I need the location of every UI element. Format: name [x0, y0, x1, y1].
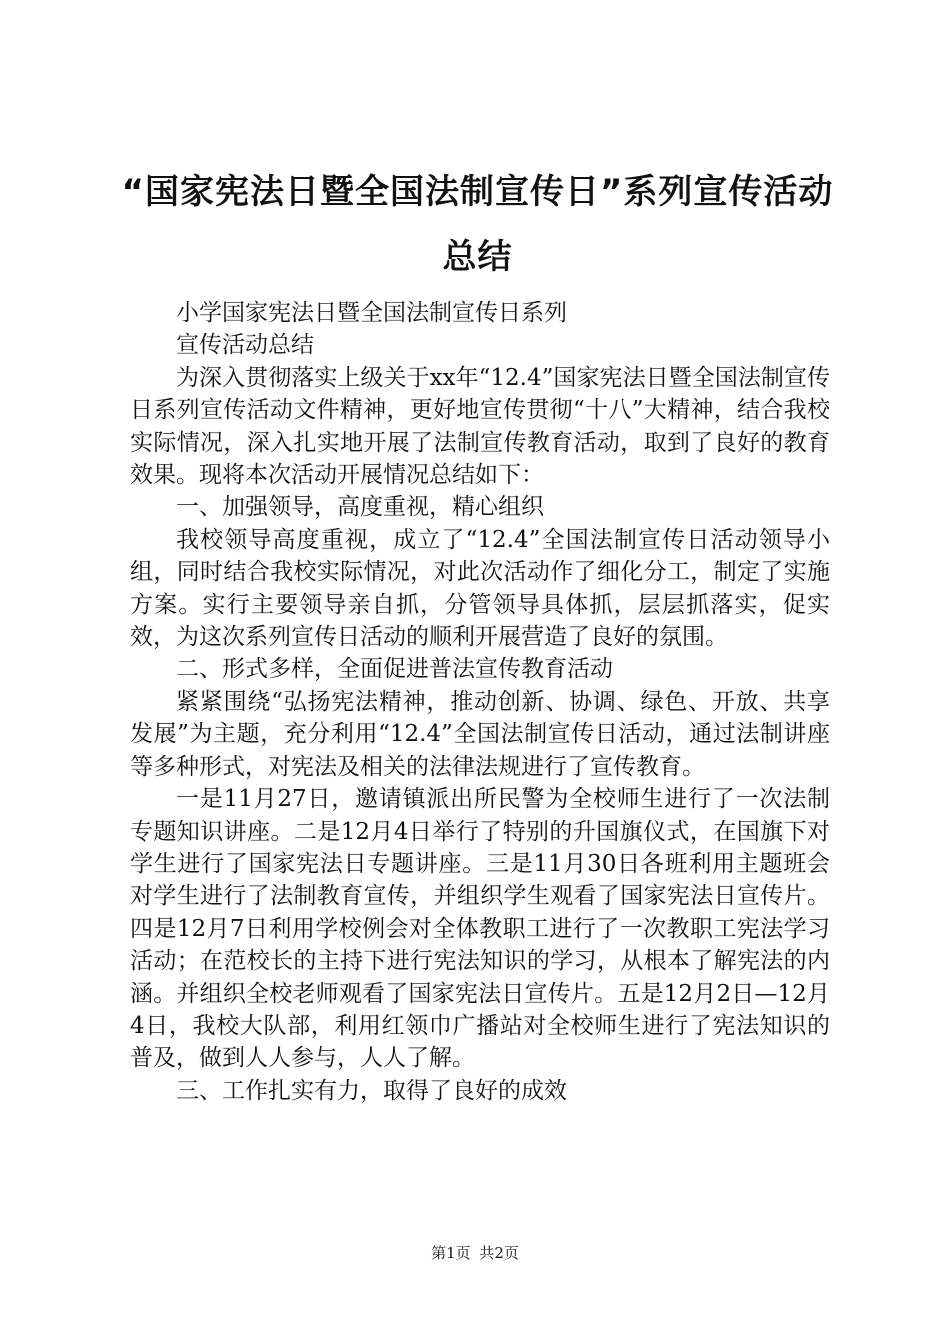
document-title: “国家宪法日暨全国法制宣传日”系列宣传活动总结	[121, 172, 834, 277]
section-heading-1: 一、加强领导，高度重视，精心组织	[176, 494, 544, 521]
section-heading-2: 二、形式多样，全面促进普法宣传教育活动	[176, 656, 613, 683]
subtitle-line-2: 宣传活动总结	[176, 332, 314, 359]
section-heading-3: 三、工作扎实有力，取得了良好的成效	[176, 1077, 567, 1104]
section-2-paragraph: 紧紧围绕“弘扬宪法精神，推动创新、协调、绿色、开放、共享发展”为主题，充分利用“12.4”全国法制宣传日活动，通过法制讲座等多种形式，对宪法及相关的法律法规进行了宣传教育。	[130, 688, 830, 780]
document-body	[130, 297, 830, 1107]
section-1-paragraph: 我校领导高度重视，成立了“12.4”全国法制宣传日活动领导小组，同时结合我校实际情况，对此次活动作了细化分工，制定了实施方案。实行主要领导亲自抓，分管领导具体抓，层层抓落实，促实效，为这次系列宣传日活动的顺利开展营造了良好的氛围。	[130, 526, 830, 651]
page-footer	[0, 1243, 950, 1263]
subtitle-line-1: 小学国家宪法日暨全国法制宣传日系列	[176, 300, 567, 326]
page-total: 共2页	[479, 1244, 519, 1262]
intro-paragraph: 为深入贯彻落实上级关于xx年“12.4”国家宪法日暨全国法制宣传日系列宣传活动文件精神，更好地宣传贯彻“十八”大精神，结合我校实际情况，深入扎实地开展了法制宣传教育活动，取到了良好的教育效果。现将本次活动开展情况总结如下：	[130, 364, 830, 489]
section-2-activities-paragraph: 一是11月27日，邀请镇派出所民警为全校师生进行了一次法制专题知识讲座。二是12月4日举行了特别的升国旗仪式，在国旗下对学生进行了国家宪法日专题讲座。三是11月30日各班利用主题班会对学生进行了法制教育宣传，并组织学生观看了国家宪法日宣传片。四是12月7日利用学校例会对全体教职工进行了一次教职工宪法学习活动；在范校长的主持下进行宪法知识的学习，从根本了解宪法的内涵。并组织全校老师观看了国家宪法日宣传片。五是12月2日—12月4日，我校大队部，利用红领巾广播站对全校师生进行了宪法知识的普及，做到人人参与，人人了解。	[130, 786, 830, 1072]
page-number: 第1页	[431, 1244, 471, 1262]
